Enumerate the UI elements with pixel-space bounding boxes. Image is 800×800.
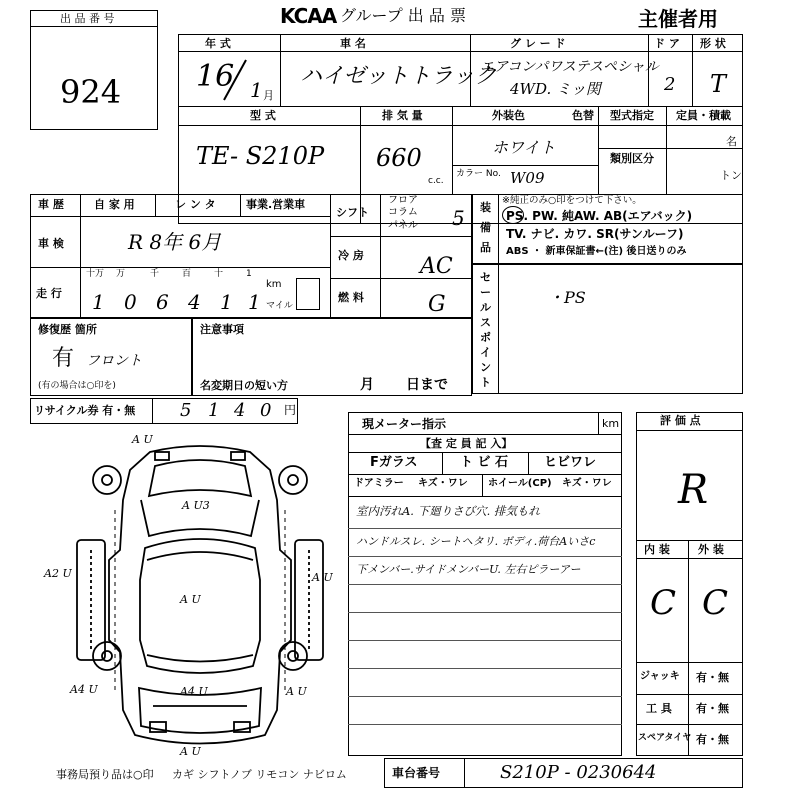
recycle-digit: 1 [208, 400, 220, 421]
notes-label: 注意事項 [200, 323, 244, 336]
cc-unit: c.c. [428, 176, 444, 186]
office-note: 事務局預り品は○印 [56, 768, 154, 781]
lot-number-box [30, 10, 158, 130]
recycle-unit: 円 [284, 403, 297, 417]
door-mirror-label: ドアミラー [354, 478, 404, 489]
mileage-digit: 1 [248, 290, 261, 314]
car-name-value: ハイゼットトラック [300, 64, 497, 89]
model-label: 型 式 [250, 109, 276, 122]
mileage-digit: 1 [220, 290, 233, 314]
history-label: 車 歴 [38, 198, 64, 211]
damage-mark: A4 U [180, 685, 208, 698]
form-title: グループ 出 品 票 [340, 6, 466, 25]
lot-number-label: 出 品 番 号 [60, 12, 115, 25]
exterior-label: 外 装 [698, 543, 724, 556]
grade-label: グ レ ー ド [510, 37, 566, 50]
equipment-label: 装 備 品 [480, 201, 491, 254]
inspection-value: R 8年 6月 [128, 230, 222, 254]
fuel-value: G [428, 292, 446, 317]
color-change-label: 色替 [572, 109, 594, 122]
grade-line1: エアコンパワステスペシャル [480, 59, 659, 75]
recycle-label: リサイクル券 有・無 [34, 404, 136, 417]
recycle-digit: 4 [234, 400, 246, 421]
mileage-mile: マイル [266, 301, 293, 311]
equipment-line1: PS. PW. 純AW. AB(エアバック) [506, 209, 693, 223]
grade-line2: 4WD. ミッ関 [510, 80, 601, 98]
sales-point-value: ・PS [548, 288, 586, 307]
glass-label: Fガラス [370, 455, 418, 470]
mileage-digit: 6 [156, 290, 169, 314]
shape-value: T [710, 70, 727, 98]
damage-mark: A U [286, 685, 307, 698]
equipment-note: ※純正のみ○印をつけて下さい。 [502, 195, 642, 206]
damage-mark: A U [312, 571, 333, 584]
interior-grade: C [650, 583, 677, 623]
mileage-digit: 0 [124, 290, 137, 314]
stone-label: ト ビ 石 [460, 455, 509, 470]
sales-point-box [472, 264, 743, 394]
repair-note: (有の場合は○印を) [38, 381, 116, 391]
year-label: 年 式 [205, 37, 231, 50]
shift-label: シフト [336, 206, 369, 219]
repair-label: 修復歴 箇所 [38, 323, 97, 336]
car-name-label: 車 名 [340, 37, 366, 50]
ps-circle-mark [502, 206, 524, 224]
shift-column: コラム [388, 207, 418, 218]
spare-yes-no: 有・無 [696, 733, 729, 746]
wheel-label: ホイール(CP) [488, 478, 552, 489]
capacity-persons-unit: 名 [726, 135, 737, 148]
exterior-color-label: 外装色 [492, 109, 525, 122]
jack-yes-no: 有・無 [696, 671, 729, 684]
capacity-label: 定員・積載 [676, 109, 731, 122]
mileage-label: 走 行 [36, 287, 62, 300]
meter-km: km [602, 417, 620, 430]
model-value: TE- S210P [196, 142, 325, 170]
month-unit: 月 [263, 89, 274, 102]
fuel-label: 燃 料 [338, 291, 364, 304]
ac-value: AC [420, 254, 453, 279]
jack-label: ジャッキ [640, 671, 680, 682]
tools-yes-no: 有・無 [696, 702, 729, 715]
shift-panel: パネル [388, 220, 418, 231]
history-business: 事業.営業車 [246, 198, 306, 211]
ac-label: 冷 房 [338, 249, 364, 262]
shift-value: 5 [452, 206, 465, 230]
name-change-label: 名変期日の短い方 [200, 379, 288, 392]
damage-mark: A U [180, 745, 201, 758]
shift-floor: フロア [388, 195, 418, 206]
evaluation-label: 評 価 点 [660, 414, 701, 427]
mileage-unit: 千 [150, 269, 160, 279]
organizer-label: 主催者用 [638, 7, 718, 31]
category-label: 類別区分 [610, 152, 654, 165]
spare-label: スペアタイヤ [638, 733, 692, 743]
chassis-label: 車台番号 [392, 766, 441, 780]
exterior-grade: C [702, 583, 729, 623]
inspector-note-line: 室内汚れA. 下廻りさび穴. 排気もれ [356, 504, 540, 518]
tools-label: 工 具 [646, 702, 672, 715]
equipment-line3: ABS ・ 新車保証書←(注) 後日送りのみ [506, 246, 687, 257]
recycle-digit: 0 [260, 400, 272, 421]
brand-logo: KCAA [280, 4, 337, 28]
history-rental: レ ン タ [175, 198, 216, 211]
repair-location: フロント [86, 353, 142, 369]
doors-value: 2 [664, 74, 676, 95]
mileage-unit: 1 [246, 269, 252, 279]
repair-value: 有 [52, 346, 75, 371]
mileage-km: km [266, 279, 282, 290]
doors-label: ド ア [654, 37, 680, 50]
damage-mark: A2 U [44, 567, 72, 580]
office-items: カギ シフトノブ リモコン ナビロム [172, 768, 347, 781]
capacity-tons-unit: トン [720, 169, 742, 182]
interior-label: 内 装 [644, 543, 670, 556]
history-private: 自 家 用 [94, 198, 135, 211]
inspection-label: 車 検 [38, 237, 64, 250]
sales-point-label: セールスポイント [480, 271, 491, 389]
displacement-label: 排 気 量 [382, 109, 423, 122]
mileage-unit: 万 [116, 269, 126, 279]
recycle-digits [160, 398, 296, 424]
damage-mark: A U [180, 593, 201, 606]
year-value: 16 [196, 59, 235, 94]
mileage-unit: 百 [182, 269, 192, 279]
damage-mark: A U [132, 433, 153, 446]
recycle-digit: 5 [180, 400, 192, 421]
mileage-digit: 4 [188, 290, 201, 314]
damage-mark: A4 U [70, 683, 98, 696]
inspector-title: 【査 定 員 記 入】 [420, 437, 513, 450]
inspector-note-line: 下メンバー.サイドメンバーU. 左右ピラーアー [356, 563, 581, 576]
mileage-digit: 1 [92, 290, 105, 314]
color-no-label: カラー No. [456, 169, 501, 179]
equipment-line2: TV. ナビ. カワ. SR(サンルーフ) [506, 227, 684, 241]
mileage-grid [86, 268, 326, 318]
displacement-value: 660 [376, 144, 422, 172]
type-designation-label: 型式指定 [610, 109, 654, 122]
damage-mark: A U3 [182, 499, 210, 512]
inspector-note-line: ハンドルスレ. シートヘタリ. ボディ.荷台Aいさc [356, 535, 596, 548]
year-divider [220, 58, 250, 102]
color-no-value: W09 [510, 169, 545, 187]
mileage-unit: 十 [214, 269, 224, 279]
lot-number: 924 [60, 73, 122, 111]
mileage-unit: 十万 [86, 269, 105, 279]
evaluation-score: R [678, 467, 709, 513]
crack-label: ヒビワレ [544, 455, 597, 470]
mirror-scratch-label: キズ・ワレ [418, 478, 468, 489]
month-value: 1 [250, 78, 263, 102]
chassis-number: S210P - 0230644 [500, 762, 657, 783]
name-change-day: 日まで [406, 377, 448, 393]
wheel-scratch-label: キズ・ワレ [562, 478, 612, 489]
meter-label: 現メーター指示 [362, 417, 447, 431]
exterior-color-value: ホワイト [492, 138, 556, 157]
shape-label: 形 状 [700, 37, 726, 50]
name-change-month: 月 [360, 377, 374, 393]
